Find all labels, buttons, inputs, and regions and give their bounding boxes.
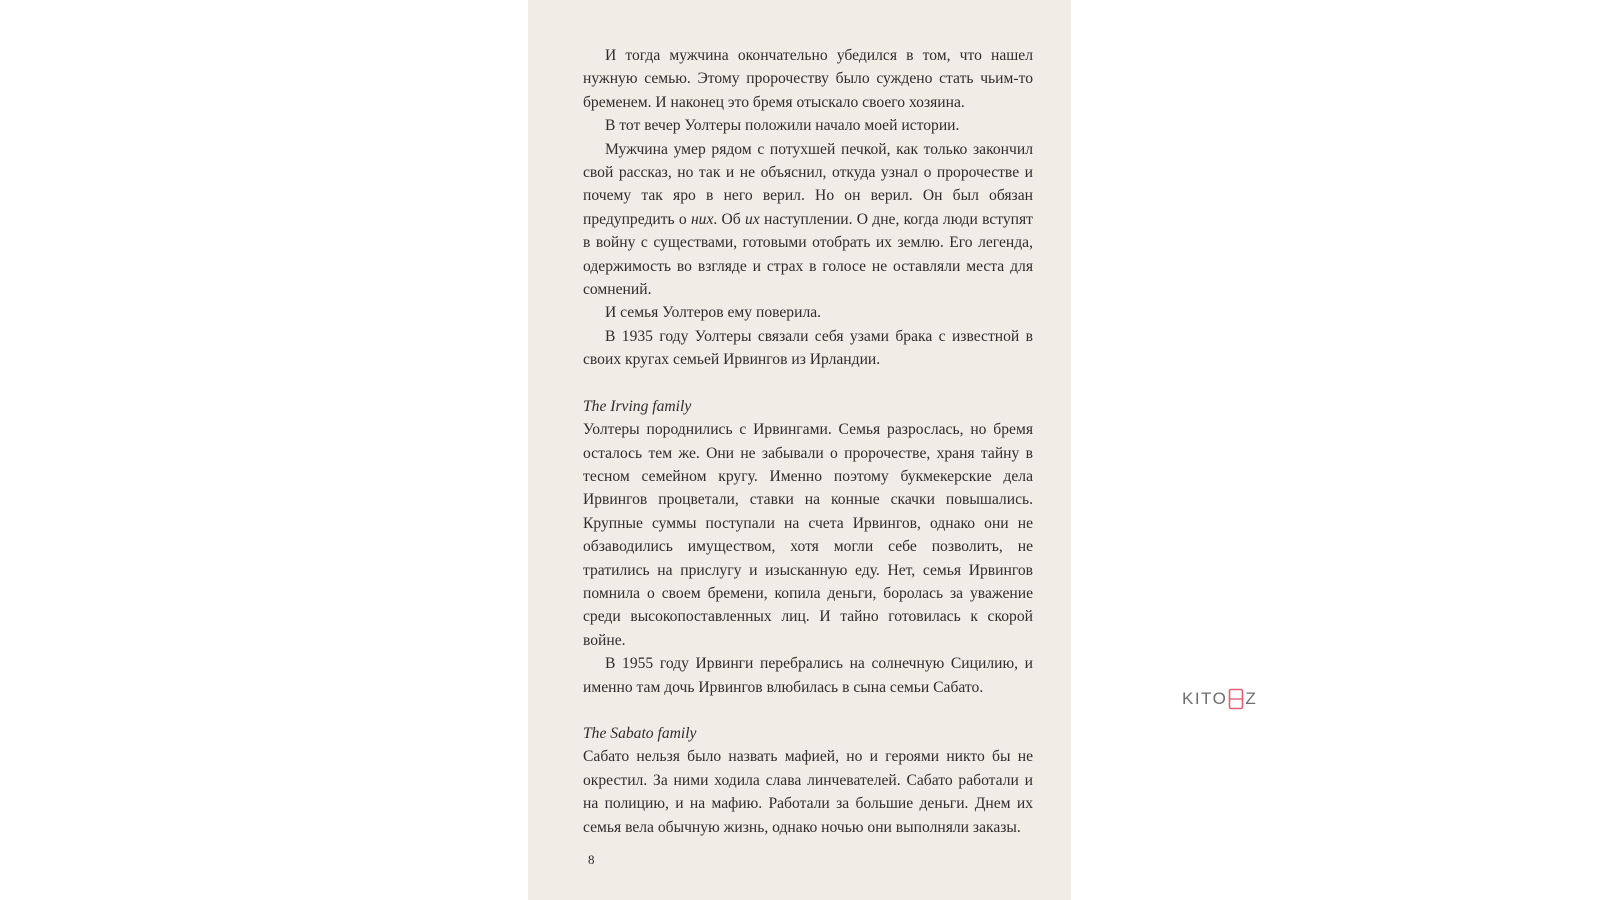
- site-watermark: [1182, 688, 1257, 710]
- irving-paragraph-2: В 1955 году Ирвинги перебрались на солнечную Сицилию, и именно там дочь Ирвингов влюбилась в сына семьи Сабато.: [583, 655, 1033, 696]
- book-page: [528, 0, 1071, 900]
- sabato-paragraph-1: Сабато нельзя было назвать мафией, но и героями никто бы не окрестил. За ними ходила слава линчевателей. Сабато работали и на полицию, и на мафию. Работали за большие деньги. Днем их семья вела обычную жизнь, однако ночью они выполняли заказы.: [583, 748, 1033, 836]
- page-number: 8: [588, 852, 595, 867]
- watermark-text-right: Z: [1245, 689, 1258, 708]
- section-heading-sabato: The Sabato family: [583, 724, 697, 742]
- paragraph-3: [583, 138, 1033, 302]
- paragraph-1: И тогда мужчина окончательно убедился в том, что нашел нужную семью. Этому пророчеству было суждено стать чьим-то бременем. И наконец это бремя отыскало своего хозяина.: [583, 47, 1033, 111]
- paragraph-3-part-3: наступлении. О дне, когда люди вступят в войну с существами, готовыми отобрать их землю. Его легенда, одержимость во взгляде и страх в голосе не оставляли места для сомнений.: [583, 210, 1033, 299]
- emphasis-nih: них: [690, 210, 714, 228]
- book-icon: [1228, 688, 1244, 710]
- paragraph-3-part-1: Мужчина умер рядом с потухшей печкой, как только закончил свой рассказ, но так и не объяснил, откуда узнал о пророчестве и почему так яро в него верил. Но он верил. Он был обязан предупредить о: [583, 140, 1033, 228]
- paragraph-3-part-2: . Об: [713, 210, 741, 228]
- irving-paragraph-1: Уолтеры породнились с Ирвингами. Семья разрослась, но бремя осталось тем же. Они не забывали о пророчестве, храня тайну в тесном семейном кругу. Именно поэтому букмекерские дела Ирвингов процветали, ставки на конные скачки повышались. Крупные суммы поступали на счета Ирвингов, однако они не обзаводились имуществом, хотя могли себе позволить, не тратились на прислугу и изысканную еду. Нет, семья Ирвингов помнила о своем бремени, копила деньги, боролась за уважение среди высокопоставленных лиц. И тайно готовилась к скорой войне.: [583, 421, 1033, 649]
- paragraph-5: В 1935 году Уолтеры связали себя узами брака с известной в своих кругах семьей Ирвингов из Ирландии.: [583, 327, 1033, 369]
- watermark-text-left: KITO: [1182, 689, 1228, 708]
- paragraph-4: И семья Уолтеров ему поверила.: [605, 304, 822, 322]
- paragraph-2: В тот вечер Уолтеры положили начало моей истории.: [605, 117, 960, 135]
- emphasis-ih: их: [745, 210, 760, 228]
- page-text: [583, 44, 1033, 839]
- section-heading-irving: The Irving family: [583, 397, 692, 415]
